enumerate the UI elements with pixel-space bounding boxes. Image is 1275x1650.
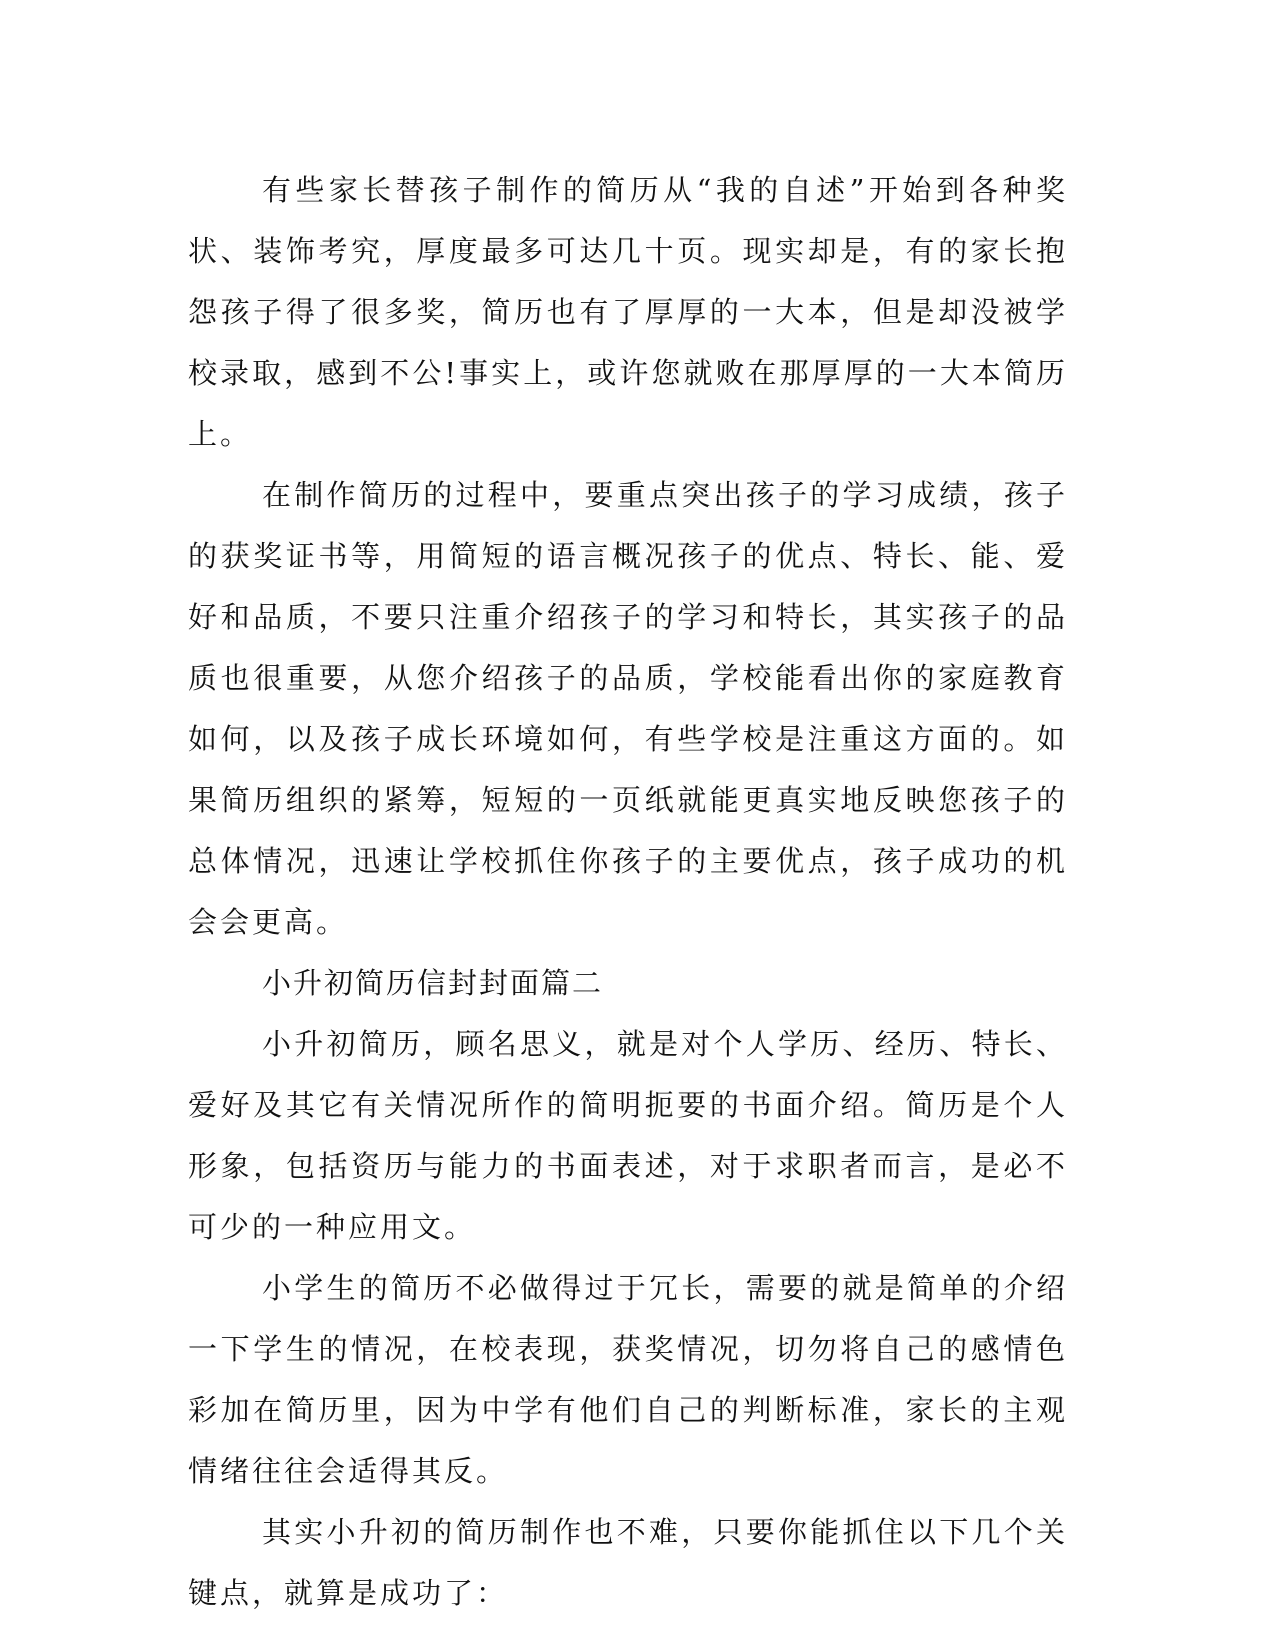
paragraph-intro: 有些家长替孩子制作的简历从“我的自述”开始到各种奖状、装饰考究，厚度最多可达几十页。现实却是，有的家长抱怨孩子得了很多奖，简历也有了厚厚的一大本，但是却没被学校录取，感到不公!事实上，或许您就败在那厚厚的一大本简历上。 (188, 173, 1068, 451)
paragraph-definition: 小升初简历，顾名思义，就是对个人学历、经历、特长、爱好及其它有关情况所作的简明扼要的书面介绍。简历是个人形象，包括资历与能力的书面表述，对于求职者而言，是必不可少的一种应用文。 (188, 1027, 1068, 1244)
paragraph-student-resume: 小学生的简历不必做得过于冗长，需要的就是简单的介绍一下学生的情况，在校表现，获奖情况，切勿将自己的感情色彩加在简历里，因为中学有他们自己的判断标准，家长的主观情绪往往会适得其反。 (188, 1271, 1068, 1488)
section-heading: 小升初简历信封封面篇二 (262, 966, 604, 1000)
paragraph-resume-tips: 在制作简历的过程中，要重点突出孩子的学习成绩，孩子的获奖证书等，用简短的语言概况孩子的优点、特长、能、爱好和品质，不要只注重介绍孩子的学习和特长，其实孩子的品质也很重要，从您介绍孩子的品质，学校能看出你的家庭教育如何，以及孩子成长环境如何，有些学校是注重这方面的。如果简历组织的紧筹，短短的一页纸就能更真实地反映您孩子的总体情况，迅速让学校抓住你孩子的主要优点，孩子成功的机会会更高。 (188, 478, 1068, 939)
document-body (188, 160, 1068, 1624)
paragraph-key-points: 其实小升初的简历制作也不难，只要你能抓住以下几个关键点，就算是成功了： (188, 1515, 1068, 1610)
